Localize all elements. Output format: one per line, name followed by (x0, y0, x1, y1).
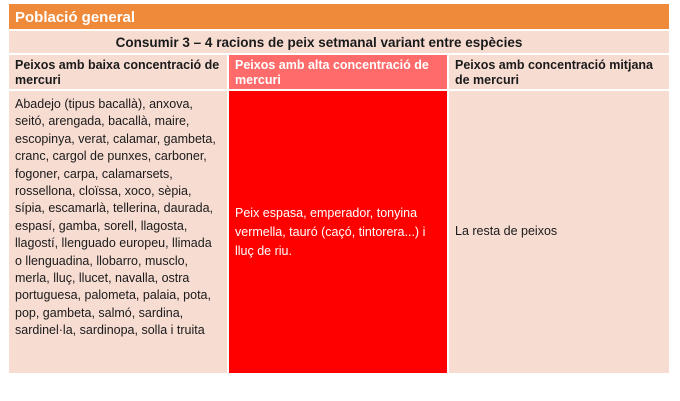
fish-mercury-table (9, 4, 669, 373)
table-subtitle: Consumir 3 – 4 racions de peix setmanal variant entre espècies (9, 31, 669, 55)
cell-medium-mercury (449, 91, 669, 373)
header-low-mercury: Peixos amb baixa concentració de mercuri (9, 55, 229, 91)
cell-low-mercury (9, 91, 229, 373)
low-mercury-list: Abadejo (tipus bacallà), anxova, seitó, arengada, bacallà, maire, escopinya, verat, calamar, gambeta, cranc, cargol de punxes, carboner, fogoner, carpa, calamarsets, rossellona, cloïssa, xoco, sèpia, sípia, escamarlà, tellerina, daurada, espasí, gamba, sorell, llagosta, llagostí, llenguado europeu, llimada o llenguadina, llobarro, musclo, merla, lluç, llucet, navalla, ostra portuguesa, palometa, palaia, pota, pop, gambeta, salmó, sardina, sardinel·la, sardinopa, solla i truita (15, 97, 216, 338)
high-mercury-list: Peix espasa, emperador, tonyina vermella, tauró (caçó, tintorera...) i lluç de riu. (235, 205, 426, 258)
header-row (9, 55, 669, 91)
header-high-mercury: Peixos amb alta concentració de mercuri (229, 55, 449, 91)
medium-mercury-list: La resta de peixos (455, 224, 558, 239)
cell-high-mercury (229, 91, 449, 373)
table-title: Població general (9, 4, 669, 31)
content-row (9, 91, 669, 373)
header-medium-mercury: Peixos amb concentració mitjana de mercuri (449, 55, 669, 91)
